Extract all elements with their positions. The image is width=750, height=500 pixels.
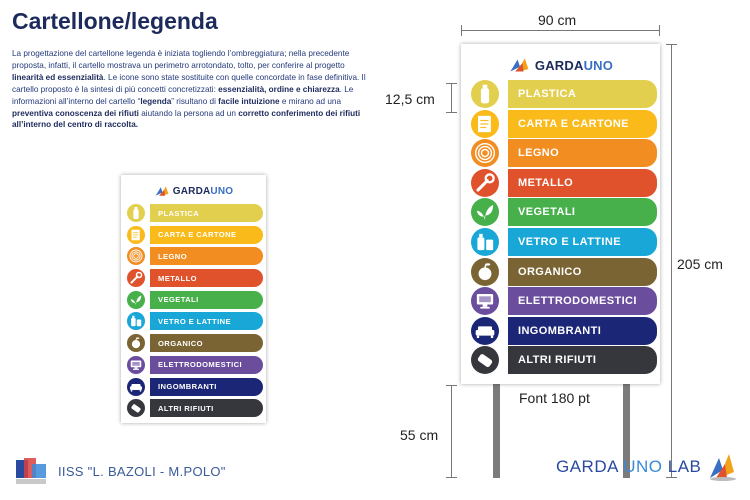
legend-row-ingombranti <box>127 377 263 397</box>
school-name: IISS "L. BAZOLI - M.POLO" <box>58 463 226 479</box>
left-post <box>493 382 500 478</box>
wood-icon <box>471 139 499 167</box>
large-sign-logo <box>461 50 660 80</box>
logo-garda-text: GARDA <box>534 57 584 73</box>
legend-bar <box>150 399 263 417</box>
wrench-icon <box>127 269 145 287</box>
legend-bar <box>150 226 263 244</box>
legend-label: ELETTRODOMESTICI <box>518 295 637 308</box>
description-emphasis: essenzialità, ordine e chiarezza <box>218 84 340 94</box>
monitor-icon <box>127 356 145 374</box>
row-height-tick-top <box>446 83 457 84</box>
bottle-icon <box>471 80 499 108</box>
logo-uno-text: UNO <box>583 57 614 73</box>
legend-bar <box>150 312 263 330</box>
height-tick-top <box>666 44 677 45</box>
row-height-label: 12,5 cm <box>385 91 435 107</box>
legend-bar <box>508 258 657 286</box>
legend-row-altri-rifiuti <box>127 398 263 418</box>
glass-can-icon <box>471 228 499 256</box>
legend-bar <box>508 110 657 138</box>
legend-bar <box>508 228 657 256</box>
description-emphasis: preventiva conoscenza dei rifiuti <box>12 108 139 118</box>
logo-uno-text: UNO <box>210 185 234 197</box>
legend-label: VEGETALI <box>518 206 576 219</box>
row-height-line <box>451 83 452 113</box>
legend-label: METALLO <box>158 273 197 283</box>
legend-bar <box>508 169 657 197</box>
legend-label: VEGETALI <box>158 295 199 305</box>
legend-bar <box>150 334 263 352</box>
small-sign-preview <box>121 175 266 423</box>
legend-row-legno <box>127 246 263 266</box>
legend-bar <box>508 80 657 108</box>
legend-bar <box>150 247 263 265</box>
legend-label: CARTA E CARTONE <box>518 117 629 130</box>
wood-icon <box>127 247 145 265</box>
description-text: ” risultano di <box>171 96 219 106</box>
wrench-icon <box>471 169 499 197</box>
leaf-icon <box>471 198 499 226</box>
width-tick-left <box>461 25 462 36</box>
legend-bar <box>508 287 657 315</box>
legend-label: LEGNO <box>158 251 188 261</box>
width-dimension-label: 90 cm <box>538 12 577 28</box>
legend-bar <box>508 346 657 374</box>
small-sign-logo <box>121 179 266 203</box>
small-sign-legend <box>121 203 266 418</box>
legend-row-plastica <box>471 80 657 108</box>
gardauno-logo-icon <box>508 57 532 74</box>
garda-uno-lab-logo-icon <box>707 452 739 482</box>
monitor-icon <box>471 287 499 315</box>
gardauno-logo-icon <box>154 185 171 198</box>
legend-label: ALTRI RIFIUTI <box>518 354 597 367</box>
large-sign-legend <box>461 80 660 374</box>
legend-row-carta-e-cartone <box>471 110 657 138</box>
paper-icon <box>127 226 145 244</box>
legend-row-legno <box>471 139 657 167</box>
large-sign <box>461 44 660 384</box>
page-title: Cartellone/legenda <box>12 8 218 34</box>
trash-bag-icon <box>471 346 499 374</box>
legend-label: ALTRI RIFIUTI <box>158 403 214 413</box>
garda-uno-lab-footer <box>556 452 739 482</box>
legend-bar <box>508 198 657 226</box>
description-text: . Le icone sono state sostituite con quelle concordate in fase definitiva. Il cartello proposto è la sintesi di più concetti concretizzati: <box>12 72 366 94</box>
legend-bar <box>150 269 263 287</box>
legend-row-ingombranti <box>471 317 657 345</box>
font-size-label: Font 180 pt <box>519 390 590 406</box>
post-height-label: 55 cm <box>400 427 439 443</box>
lab-lab-text: LAB <box>662 457 702 476</box>
height-dimension-line <box>671 44 672 478</box>
legend-row-vegetali <box>471 198 657 226</box>
legend-label: PLASTICA <box>518 88 577 100</box>
legend-row-metallo <box>127 268 263 288</box>
lab-garda-text: GARDA <box>556 457 624 476</box>
legend-label: ELETTRODOMESTICI <box>158 360 243 370</box>
leaf-icon <box>127 291 145 309</box>
post-height-line <box>451 385 452 478</box>
legend-label: LEGNO <box>518 147 560 160</box>
legend-row-organico <box>127 333 263 353</box>
sofa-icon <box>471 317 499 345</box>
legend-bar <box>150 204 263 222</box>
logo-garda-text: GARDA <box>172 185 211 197</box>
legend-label: ORGANICO <box>518 265 582 278</box>
legend-label: ORGANICO <box>158 338 203 348</box>
legend-bar <box>150 356 263 374</box>
apple-icon <box>471 258 499 286</box>
legend-bar <box>508 139 657 167</box>
description-text: La progettazione del cartellone legenda è iniziata togliendo l’ombreggiatura; nella precedente proposta, infatti, il cartello mostrava un perimetro arrotondato, tolto, per conferire al progetto <box>12 49 350 70</box>
row-height-tick-bottom <box>446 112 457 113</box>
sofa-icon <box>127 378 145 396</box>
legend-row-plastica <box>127 203 263 223</box>
width-dimension-line <box>461 30 660 31</box>
description-emphasis: corretto conferimento dei rifiuti all’interno del centro di raccolta. <box>12 108 361 130</box>
trash-bag-icon <box>127 399 145 417</box>
total-height-label: 205 cm <box>677 256 723 272</box>
legend-row-elettrodomestici <box>471 287 657 315</box>
school-footer <box>14 456 226 486</box>
legend-row-organico <box>471 258 657 286</box>
legend-label: INGOMBRANTI <box>158 382 217 391</box>
legend-label: VETRO E LATTINE <box>518 235 621 248</box>
legend-row-vetro-e-lattine <box>471 228 657 256</box>
legend-label: METALLO <box>518 176 574 189</box>
description-text: aiutando la persona ad un <box>138 108 239 118</box>
legend-bar <box>150 378 263 396</box>
legend-row-elettrodomestici <box>127 355 263 375</box>
legend-bar <box>150 291 263 309</box>
legend-row-altri-rifiuti <box>471 346 657 374</box>
glass-can-icon <box>127 312 145 330</box>
description-emphasis: legenda <box>140 96 172 106</box>
description-paragraph <box>12 48 372 131</box>
legend-label: CARTA E CARTONE <box>158 230 237 240</box>
legend-row-vegetali <box>127 290 263 310</box>
post-height-tick-top <box>446 385 457 386</box>
paper-icon <box>471 110 499 138</box>
bottle-icon <box>127 204 145 222</box>
lab-uno-text: UNO <box>623 457 663 476</box>
legend-row-carta-e-cartone <box>127 225 263 245</box>
description-text: e mirano ad una <box>279 96 342 106</box>
legend-row-metallo <box>471 169 657 197</box>
legend-label: INGOMBRANTI <box>518 324 602 337</box>
legend-label: VETRO E LATTINE <box>158 316 231 326</box>
description-emphasis: linearità ed essenzialità <box>12 72 104 82</box>
description-emphasis: facile intuizione <box>218 96 280 106</box>
description-text: . Le informazioni all’interno del cartello “ <box>12 84 354 106</box>
apple-icon <box>127 334 145 352</box>
school-logo-icon <box>14 456 50 486</box>
legend-label: PLASTICA <box>158 208 200 218</box>
width-tick-right <box>659 25 660 36</box>
legend-row-vetro-e-lattine <box>127 311 263 331</box>
legend-bar <box>508 317 657 345</box>
post-height-tick-bottom <box>446 477 457 478</box>
